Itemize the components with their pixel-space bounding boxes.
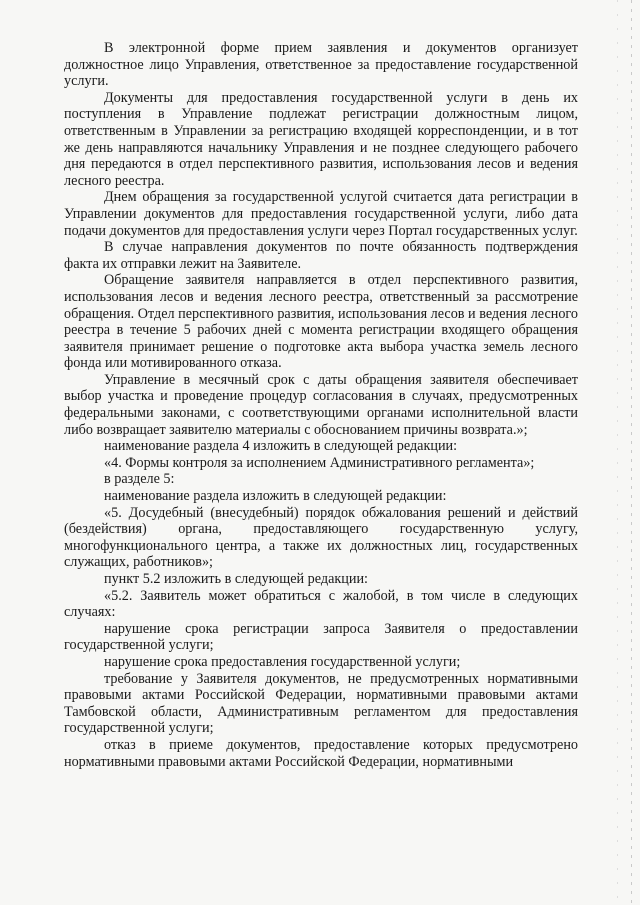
paragraph-2: Документы для предоставления государственной услуги в день их поступления в Управление подлежат регистрации должностным лицом, ответственным в Управлении за регистрацию входящей корреспонденции, и в тот же день направляются начальнику Управления и не позднее следующего рабочего дня передаются в отдел перспективного развития, использования лесов и ведения лесного реестра. <box>64 89 578 189</box>
paragraph-11: «5. Досудебный (внесудебный) порядок обжалования решений и действий (бездействия) органа, предоставляющего государственную услугу, многофункционального центра, а также их должностных лиц, государственных служащих, работников»; <box>64 504 578 571</box>
paragraph-14: нарушение срока регистрации запроса Заявителя о предоставлении государственной услуги; <box>64 620 578 654</box>
paragraph-17: отказ в приеме документов, предоставление которых предусмотрено нормативными правовыми актами Российской Федерации, нормативными <box>64 736 578 770</box>
paragraph-9: в разделе 5: <box>104 471 175 488</box>
paragraph-13: «5.2. Заявитель может обратиться с жалобой, в том числе в следующих случаях: <box>64 587 578 621</box>
paragraph-12: пункт 5.2 изложить в следующей редакции: <box>104 571 368 587</box>
paragraph-10: наименование раздела изложить в следующей редакции: <box>104 488 447 505</box>
paragraph-15: нарушение срока предоставления государственной услуги; <box>104 653 461 670</box>
paragraph-1: В электронной форме прием заявления и документов организует должностное лицо Управления, ответственное за предоставление государственной услуги. <box>64 40 578 90</box>
paragraph-7: наименование раздела 4 изложить в следующей редакции: <box>104 438 458 455</box>
paragraph-4: В случае направления документов по почте обязанность подтверждения факта их отправки лежит на Заявителе. <box>64 239 578 272</box>
paragraph-3: Днем обращения за государственной услугой считается дата регистрации в Управлении документов для предоставления государственной услуги, либо дата подачи документов для предоставления услуги через Портал государственных услуг. <box>64 189 578 239</box>
paragraph-16: требование у Заявителя документов, не предусмотренных нормативными правовыми актами Российской Федерации, нормативными правовыми актами Тамбовской области, Административным регламентом для предоставления государственной услуги; <box>64 670 578 737</box>
page-edge-mark-inner <box>617 0 618 905</box>
paragraph-8: «4. Формы контроля за исполнением Административного регламента»; <box>104 454 535 471</box>
paragraph-6: Управление в месячный срок с даты обращения заявителя обеспечивает выбор участка и проведение процедур согласования в случаях, предусмотренных федеральными законами, с соответствующими органами исполнительной власти либо возвращает заявителю материалы с обоснованием причины возврата.»; <box>64 371 578 438</box>
document-page <box>64 40 578 770</box>
page-edge-mark <box>631 0 632 905</box>
paragraph-5: Обращение заявителя направляется в отдел перспективного развития, использования лесов и ведения лесного реестра, ответственный за рассмотрение обращения. Отдел перспективного развития, использования лесов и ведения лесного реестра в течение 5 рабочих дней с момента регистрации входящего обращения заявителя принимает решение о подготовке акта выбора участка земель лесного фонда или мотивированного отказа. <box>64 272 578 372</box>
